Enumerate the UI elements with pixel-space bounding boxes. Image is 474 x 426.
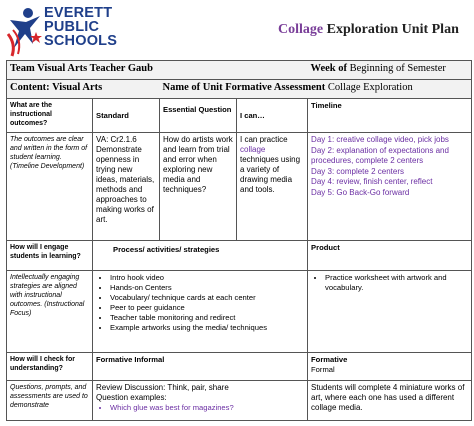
check-content-row	[7, 381, 472, 421]
question-item: • Which glue was best for magazines?	[110, 403, 304, 413]
team-label: Team	[10, 63, 35, 74]
logo-line-2: PUBLIC	[44, 19, 100, 35]
check-question: How will I check for understanding?	[7, 353, 93, 381]
activities-list	[96, 273, 304, 333]
team-row	[7, 61, 472, 80]
activity-item: • Vocabulary/ technique cards at each center	[110, 293, 304, 303]
title-part-2: Exploration Unit Plan	[326, 22, 459, 37]
product-list	[311, 273, 468, 293]
timeline-day-5: Day 5: Go Back-Go forward	[311, 187, 410, 197]
engage-question: How will I engage students in learning?	[7, 241, 93, 271]
standard-cell	[93, 133, 160, 241]
standard-heading: Standard	[93, 99, 160, 133]
logo-line-3: SCHOOLS	[44, 33, 118, 49]
logo-figure-icon	[6, 4, 46, 58]
product-heading: Product	[308, 241, 472, 271]
content-label: Content:	[10, 82, 50, 93]
school-logo	[6, 4, 156, 60]
product-item: • Practice worksheet with artwork and vocabulary.	[325, 273, 468, 293]
activities-cell	[93, 271, 308, 353]
ican-collage-word: collage	[240, 145, 266, 154]
timeline-day-3: Day 3: complete 2 centers	[311, 166, 404, 176]
timeline-cell	[308, 133, 472, 241]
timeline-heading: Timeline	[308, 99, 472, 133]
outcomes-content-row	[7, 133, 472, 241]
title-part-1: Collage	[278, 22, 324, 37]
timeline-day-1: Day 1: creative collage video, pick jobs	[311, 135, 449, 144]
unit-label: Name of Unit Formative Assessment	[162, 82, 326, 93]
ican-pre: I can practice	[240, 135, 288, 144]
engage-heading-row	[7, 241, 472, 271]
document-title	[278, 22, 459, 38]
question-examples-label: Question examples:	[96, 393, 167, 402]
content-value: Visual Arts	[52, 82, 103, 93]
process-heading: Process/ activities/ strategies	[93, 241, 308, 271]
essential-heading: Essential Question	[160, 99, 237, 133]
week-label: Week of	[310, 63, 347, 74]
activity-item: • Hands-on Centers	[110, 283, 304, 293]
activity-item: • Peer to peer guidance	[110, 303, 304, 313]
engage-content-row	[7, 271, 472, 353]
product-cell	[308, 271, 472, 353]
unit-value: Collage Exploration	[327, 82, 413, 93]
question-list	[96, 403, 304, 413]
outcomes-question: What are the instructional outcomes?	[7, 99, 93, 133]
outcomes-heading-row	[7, 99, 472, 133]
teacher-label: Teacher	[89, 63, 126, 74]
essential-question-text: How do artists work and learn from trial and error when exploring new media and techniques?	[160, 133, 237, 241]
week-value: Beginning of Semester	[349, 63, 446, 74]
content-row	[7, 80, 472, 99]
check-heading-row	[7, 353, 472, 381]
formative-informal-heading: Formative Informal	[93, 353, 308, 381]
formal-heading: Formal	[311, 365, 335, 374]
standard-text: Demonstrate openness in trying new ideas, materials, methods and approaches to making works of art.	[96, 145, 155, 224]
activity-item: • Intro hook video	[110, 273, 304, 283]
logo-wordmark	[44, 6, 117, 48]
activity-item: • Teacher table monitoring and redirect	[110, 313, 304, 323]
team-value: Visual Arts	[37, 63, 88, 74]
formative-formal-cell	[308, 353, 472, 381]
outcomes-description: The outcomes are clear and written in the form of student learning. (Timeline Development)	[7, 133, 93, 241]
formative-heading: Formative	[311, 355, 348, 364]
ican-post: techniques using a variety of drawing media and tools.	[240, 155, 301, 194]
activity-item: • Example artworks using the media/ techniques	[110, 323, 304, 333]
review-cell	[93, 381, 308, 421]
ican-heading: I can…	[237, 99, 308, 133]
teacher-value: Gaub	[127, 63, 153, 74]
unit-plan-table	[6, 60, 472, 421]
standard-code: VA: Cr2.1.6	[96, 135, 137, 144]
timeline-day-2: Day 2: explanation of expectations and procedures, complete 2 centers	[311, 145, 449, 165]
review-text: Review Discussion: Think, pair, share	[96, 383, 229, 392]
check-description: Questions, prompts, and assessments are used to demonstrate	[7, 381, 93, 421]
timeline-day-4: Day 4: review, finish center, reflect	[311, 177, 433, 186]
students-text: Students will complete 4 miniature works of art, where each one has used a different collage media.	[308, 381, 472, 421]
engage-description: Intellectually engaging strategies are aligned with instructional outcomes. (Instructional Focus)	[7, 271, 93, 353]
ican-cell	[237, 133, 308, 241]
logo-line-1: EVERETT	[44, 5, 113, 21]
